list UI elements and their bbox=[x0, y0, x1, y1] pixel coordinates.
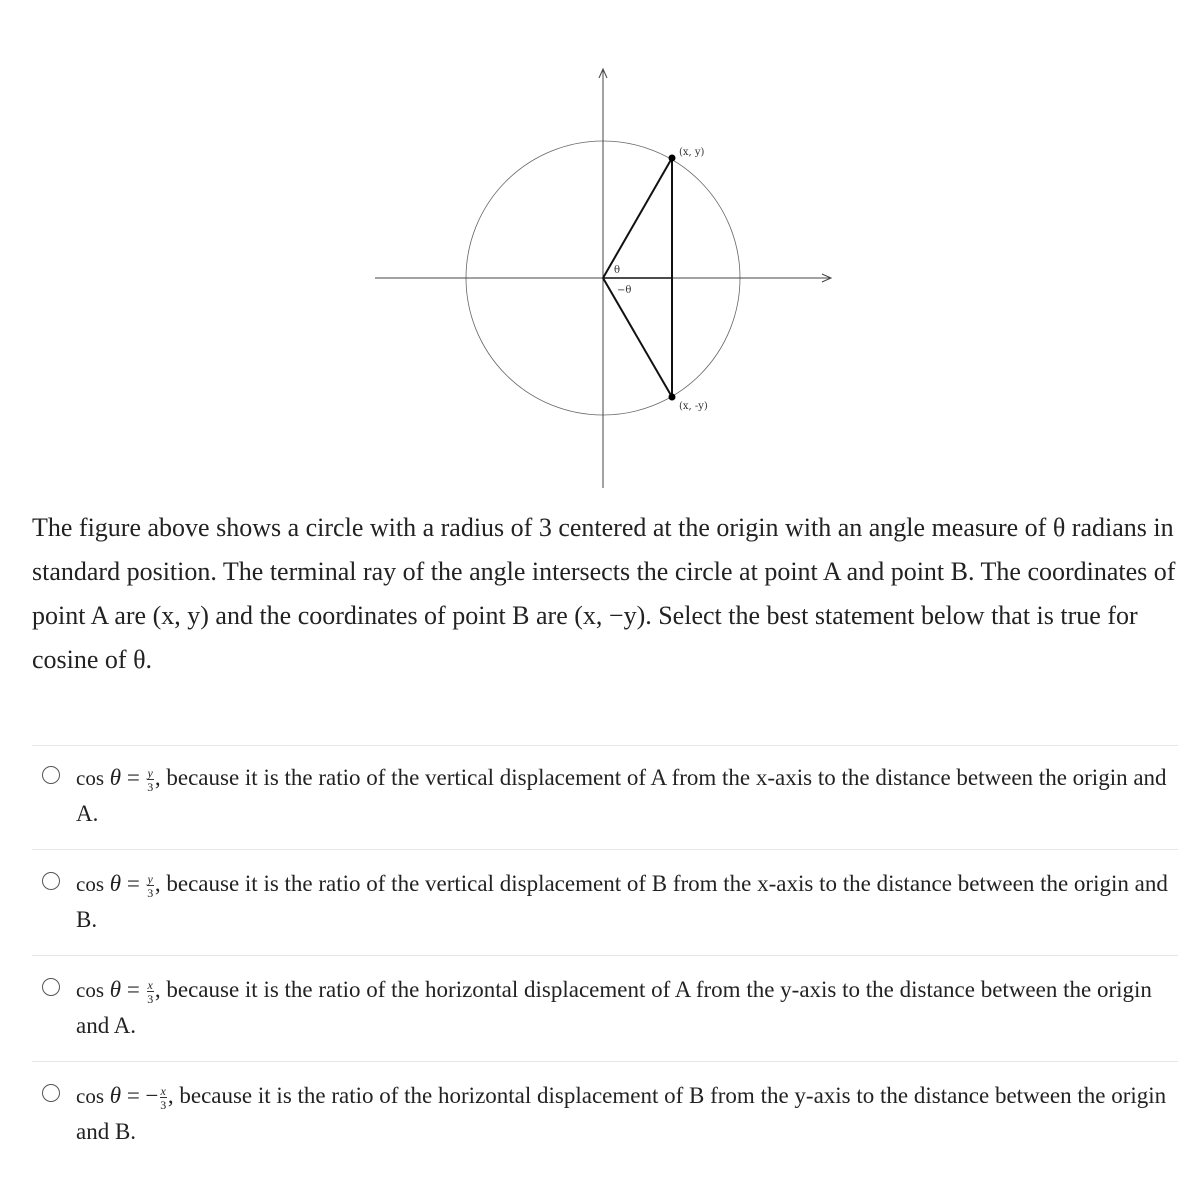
math-expression bbox=[76, 977, 155, 1006]
fraction bbox=[160, 1085, 167, 1111]
cos-function: cos bbox=[76, 872, 104, 896]
math-expression bbox=[76, 765, 155, 794]
point-b bbox=[669, 394, 676, 401]
cos-function: cos bbox=[76, 766, 104, 790]
point-b-label: (x, -y) bbox=[679, 401, 708, 412]
answer-option[interactable] bbox=[32, 955, 1178, 1061]
angle-theta-label: θ bbox=[614, 265, 621, 276]
fraction-denominator: 3 bbox=[147, 886, 154, 900]
ray-to-a bbox=[603, 158, 672, 278]
fraction bbox=[147, 873, 154, 899]
sign: − bbox=[145, 1083, 159, 1108]
fraction-numerator: x bbox=[160, 1084, 166, 1098]
radio-button[interactable] bbox=[42, 872, 60, 890]
unit-circle-figure bbox=[0, 0, 1204, 500]
fraction-denominator: 3 bbox=[160, 1098, 167, 1112]
option-text: , because it is the ratio of the horizontal displacement of A from the y-axis to the distance between the origin and A. bbox=[76, 977, 1152, 1038]
equals-sign: = bbox=[121, 871, 146, 896]
question-text: The figure above shows a circle with a radius of 3 centered at the origin with an angle measure of θ radians in standard position. The terminal ray of the angle intersects the circle at point A and point B. The coordinates of point A are (x, y) and the coordinates of point B are (x, −y). Select the best statement below that is true for cosine of θ. bbox=[32, 513, 1176, 674]
radio-button[interactable] bbox=[42, 1084, 60, 1102]
fraction bbox=[147, 979, 154, 1005]
answer-options bbox=[32, 745, 1178, 1167]
fraction-numerator: y bbox=[147, 766, 153, 780]
fraction-denominator: 3 bbox=[147, 992, 154, 1006]
math-expression bbox=[76, 1083, 168, 1112]
option-text: , because it is the ratio of the vertical displacement of A from the x-axis to the distance between the origin and A. bbox=[76, 765, 1167, 826]
answer-option[interactable] bbox=[32, 745, 1178, 849]
radio-button[interactable] bbox=[42, 978, 60, 996]
equals-sign: = bbox=[121, 765, 146, 790]
radio-button[interactable] bbox=[42, 766, 60, 784]
option-text: , because it is the ratio of the vertical displacement of B from the x-axis to the distance between the origin and B. bbox=[76, 871, 1168, 932]
point-a bbox=[669, 155, 676, 162]
theta-symbol: θ bbox=[109, 1083, 122, 1108]
option-text: , because it is the ratio of the horizontal displacement of B from the y-axis to the distance between the origin and B. bbox=[76, 1083, 1167, 1144]
angle-neg-theta-label: −θ bbox=[617, 285, 632, 296]
fraction-numerator: x bbox=[147, 978, 153, 992]
theta-symbol: θ bbox=[109, 765, 122, 790]
fraction-numerator: y bbox=[147, 872, 153, 886]
equals-sign: = bbox=[121, 1083, 146, 1108]
ray-to-b bbox=[603, 278, 672, 397]
fraction-denominator: 3 bbox=[147, 780, 154, 794]
fraction bbox=[147, 767, 154, 793]
equals-sign: = bbox=[121, 977, 146, 1002]
answer-option[interactable] bbox=[32, 1061, 1178, 1167]
cos-function: cos bbox=[76, 978, 104, 1002]
answer-option[interactable] bbox=[32, 849, 1178, 955]
theta-symbol: θ bbox=[109, 871, 122, 896]
point-a-label: (x, y) bbox=[679, 147, 705, 158]
cos-function: cos bbox=[76, 1084, 104, 1108]
math-expression bbox=[76, 871, 155, 900]
theta-symbol: θ bbox=[109, 977, 122, 1002]
